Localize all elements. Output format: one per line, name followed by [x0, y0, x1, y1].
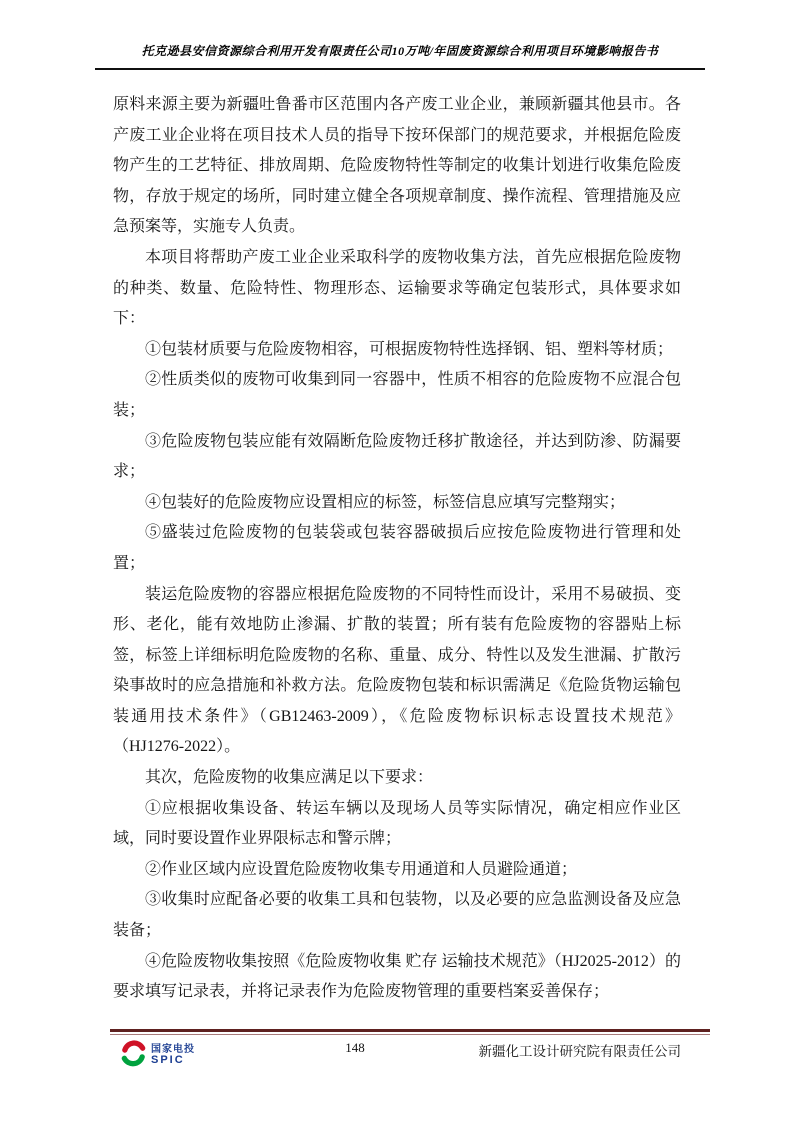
paragraph-9: 其次，危险废物的收集应满足以下要求： — [145, 769, 434, 787]
paragraph-11: ②作业区域内应设置危险废物收集专用通道和人员避险通道； — [145, 860, 578, 878]
paragraph-10: ①应根据收集设备、转运车辆以及现场人员等实际情况，确定相应作业区域，同时要设置作业界限标志和警示牌； — [113, 799, 681, 848]
document-body — [113, 90, 681, 1008]
paragraph-4: ②性质类似的废物可收集到同一容器中，性质不相容的危险废物不应混合包装； — [113, 371, 681, 419]
header-title: 托克逊县安信资源综合利用开发有限责任公司10万吨/年固废资源综合利用项目环境影响报告书 — [141, 44, 659, 58]
page-number: 148 — [345, 1040, 365, 1055]
paragraph-7: ⑤盛装过危险废物的包装袋或包装容器破损后应按危险废物进行管理和处置； — [113, 524, 681, 572]
paragraph-1: 原料来源主要为新疆吐鲁番市区范围内各产废工业企业，兼顾新疆其他县市。各产废工业企业将在项目技术人员的指导下按环保部门的规范要求，并根据危险废物产生的工艺特征、排放周期、危险废物特性等制定的收集计划进行收集危险废物，存放于规定的场所，同时建立健全各项规章制度、操作流程、管理措施及应急预案等，实施专人负责。 — [113, 96, 681, 236]
page-header — [95, 42, 705, 70]
paragraph-6: ④包装好的危险废物应设置相应的标签，标签信息应填写完整翔实； — [145, 493, 626, 511]
logo-name-cn: 国家电投 — [151, 1043, 195, 1055]
logo-name-en: SPIC — [151, 1054, 185, 1067]
company-logo — [120, 1040, 195, 1072]
logo-wordmark — [151, 1045, 195, 1067]
spic-swirl-icon — [120, 1040, 147, 1072]
paragraph-5: ③危险废物包装应能有效隔断危险废物迁移扩散途径，并达到防渗、防漏要求； — [113, 432, 681, 481]
paragraph-3: ①包装材质要与危险废物相容，可根据废物特性选择钢、铝、塑料等材质； — [145, 340, 674, 358]
paragraph-8: 装运危险废物的容器应根据危险废物的不同特性而设计，采用不易破损、变形、老化，能有效地防止渗漏、扩散的装置；所有装有危险废物的容器贴上标签，标签上详细标明危险废物的名称、重量、成分、特性以及发生泄漏、扩散污染事故时的应急措施和补救方法。危险废物包装和标识需满足《危险货物运输包装通用技术条件》（GB12463-2009），《危险废物标识标志设置技术规范》（HJ1276-2022）。 — [113, 585, 681, 756]
footer-company-name: 新疆化工设计研究院有限责任公司 — [478, 1044, 681, 1059]
paragraph-2: 本项目将帮助产废工业企业采取科学的废物收集方法，首先应根据危险废物的种类、数量、危险特性、物理形态、运输要求等确定包装形式，具体要求如下： — [113, 248, 681, 328]
footer-divider — [110, 1029, 710, 1035]
paragraph-12: ③收集时应配备必要的收集工具和包装物，以及必要的应急监测设备及应急装备； — [113, 891, 681, 940]
paragraph-13: ④危险废物收集按照《危险废物收集 贮存 运输技术规范》（HJ2025-2012）的要求填写记录表，并将记录表作为危险废物管理的重要档案妥善保存； — [113, 952, 681, 1001]
